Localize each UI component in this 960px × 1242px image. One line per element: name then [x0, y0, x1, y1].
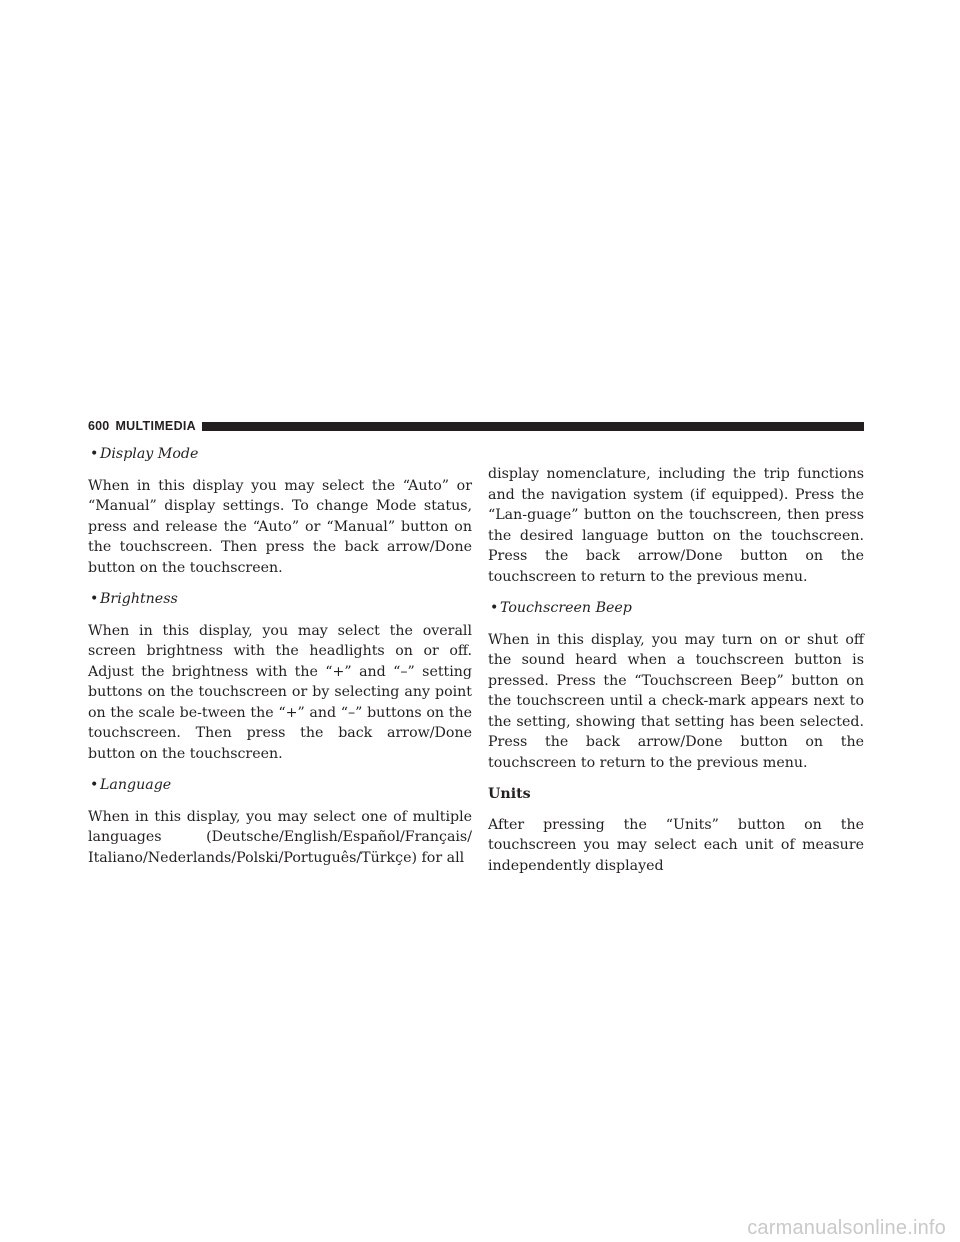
bullet-icon: •	[90, 777, 99, 793]
header-rule	[202, 422, 864, 431]
page-number: 600	[88, 419, 110, 433]
watermark: carmanualsonline.info	[747, 1217, 946, 1239]
touchscreen-beep-body: When in this display, you may turn on or shut off the sound heard when a touchscreen button is pressed. Press the “Touchscreen Beep” button on the touchscreen until a check-mark appears next to the setting, showing that setting has been selected. Press the back arrow/Done button on the touchscreen to return to the previous menu.	[488, 631, 864, 771]
language-title: Language	[100, 777, 172, 793]
brightness-body: When in this display, you may select the overall screen brightness with the headlights on or off. Adjust the brightness with the “+” and “–” setting buttons on the touchscreen or by selecting any point on the scale be-tween the “+” and “–” buttons on the touchscreen. Then press the back arrow/Done button on the touchscreen.	[88, 622, 472, 762]
display-mode-title: Display Mode	[100, 446, 199, 462]
display-mode-body: When in this display you may select the “Auto” or “Manual” display settings. To change Mode status, press and release the “Auto” or “Manual” button on the touchscreen. Then press the back arrow/Done button on the touchscreen.	[88, 477, 472, 576]
brightness-heading	[88, 589, 472, 610]
bullet-icon: •	[90, 591, 99, 607]
display-mode-heading	[88, 444, 472, 465]
language-continued-body: display nomenclature, including the trip functions and the navigation system (if equipped). Press the “Lan-guage” button on the touchscreen, then press the desired language button on the touchscreen. Press the back arrow/Done button on the touchscreen to return to the previous menu.	[488, 466, 864, 585]
touchscreen-beep-title: Touchscreen Beep	[500, 600, 632, 616]
left-column	[88, 444, 472, 879]
brightness-title: Brightness	[100, 591, 178, 607]
units-heading: Units	[488, 786, 531, 802]
language-body: When in this display, you may select one of multiple languages (Deutsche/English/Español/Français/ Italiano/Nederlands/Polski/Português/Türkçe) for all	[88, 808, 472, 866]
right-column	[488, 464, 864, 887]
touchscreen-beep-heading	[488, 598, 864, 619]
bullet-icon: •	[90, 446, 99, 462]
section-title: MULTIMEDIA	[115, 419, 197, 433]
language-heading	[88, 775, 472, 796]
bullet-icon: •	[490, 600, 499, 616]
units-body: After pressing the “Units” button on the touchscreen you may select each unit of measure independently displayed	[488, 816, 864, 874]
page-header	[88, 418, 864, 434]
